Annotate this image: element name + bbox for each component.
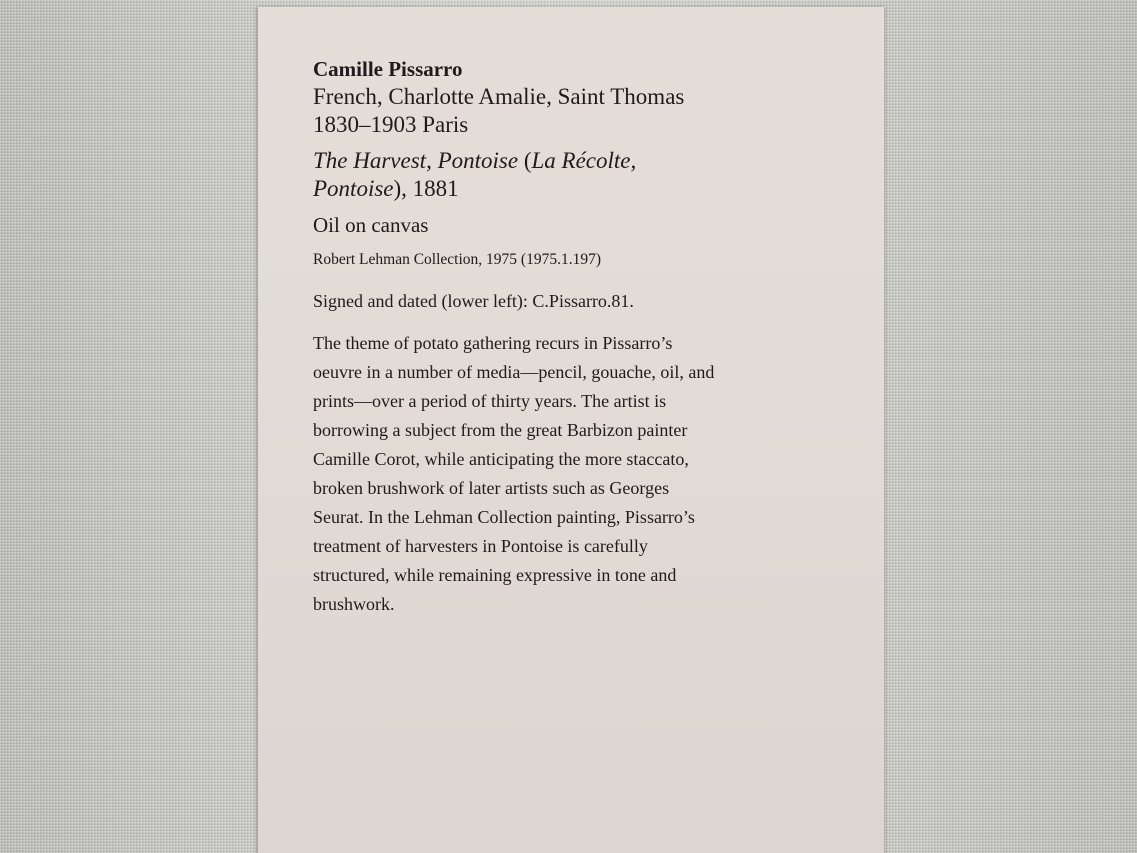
description-line: prints—over a period of thirty years. The artist is: [313, 391, 667, 411]
description-line: borrowing a subject from the great Barbizon painter: [313, 420, 688, 440]
title-french-part-2: Pontoise: [313, 176, 394, 201]
inscription: Signed and dated (lower left): C.Pissarro.81.: [313, 291, 634, 311]
title-italic-part: The Harvest, Pontoise: [313, 148, 519, 173]
description-line: Camille Corot, while anticipating the more staccato,: [313, 449, 689, 469]
description-line: Seurat. In the Lehman Collection painting, Pissarro’s: [313, 507, 695, 527]
credit-line: Robert Lehman Collection, 1975 (1975.1.197): [313, 251, 601, 268]
description-paragraph: [313, 329, 853, 619]
title-date: ), 1881: [393, 176, 459, 201]
artist-name: Camille Pissarro: [313, 57, 463, 81]
artist-nationality: French, Charlotte Amalie, Saint Thomas: [313, 84, 685, 109]
title-paren-open: (: [518, 148, 532, 173]
artwork-medium: Oil on canvas: [313, 213, 429, 237]
description-line: brushwork.: [313, 594, 395, 614]
title-french-part: La Récolte,: [531, 148, 637, 173]
description-line: treatment of harvesters in Pontoise is carefully: [313, 536, 648, 556]
description-line: The theme of potato gathering recurs in Pissarro’s: [313, 333, 673, 353]
description-line: broken brushwork of later artists such as Georges: [313, 478, 670, 498]
label-text-block: [313, 56, 853, 619]
description-line: oeuvre in a number of media—pencil, gouache, oil, and: [313, 362, 715, 382]
artwork-title: [313, 147, 853, 203]
artist-dates: 1830–1903 Paris: [313, 112, 469, 137]
description-line: structured, while remaining expressive in tone and: [313, 565, 677, 585]
